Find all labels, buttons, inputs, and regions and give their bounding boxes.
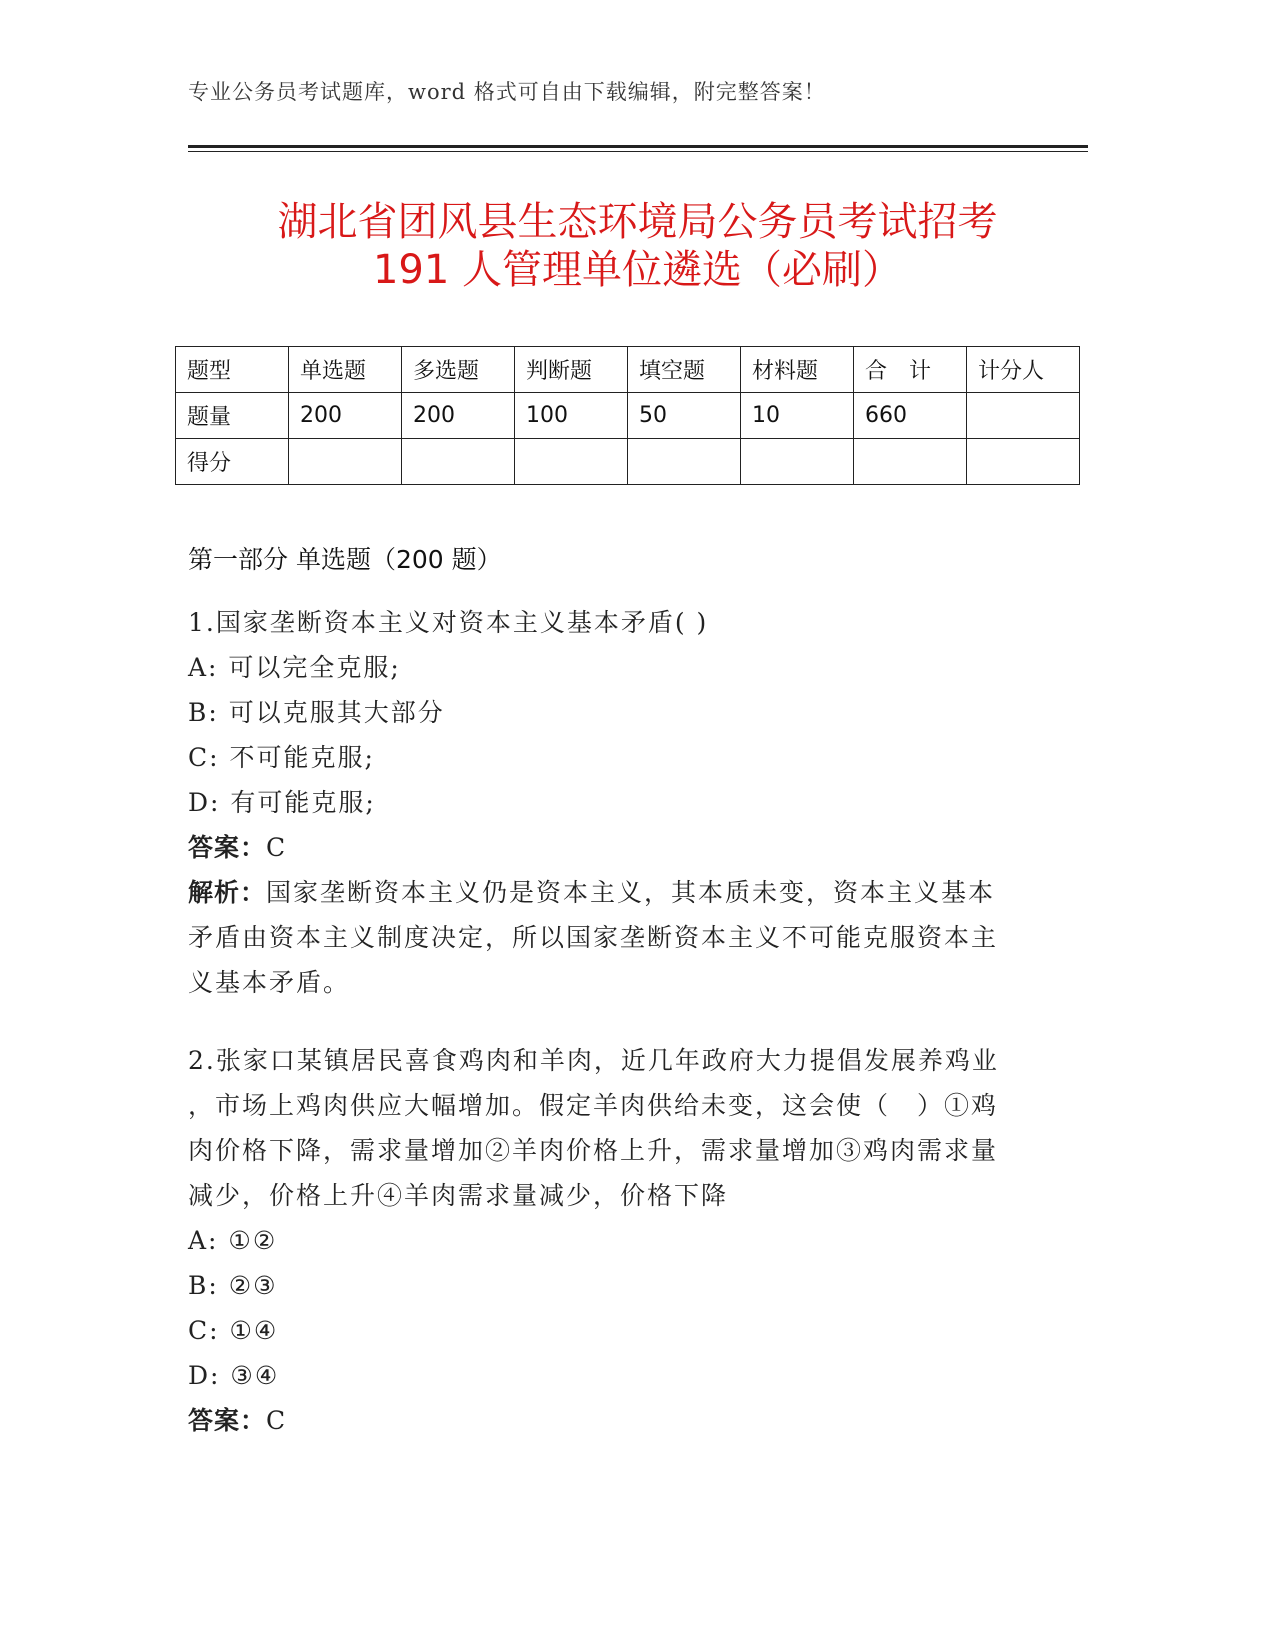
score-table-cell: 多选题 [402,347,515,393]
answer-value: C [266,1406,288,1435]
score-table-cell [741,439,854,485]
option-c: C: 不可能克服; [188,743,375,772]
analysis-text: 国家垄断资本主义仍是资本主义，其本质未变，资本主义基本 [266,878,996,907]
score-table-cell: 填空题 [628,347,741,393]
question-2 [188,1038,1068,1443]
score-table-cell: 合 计 [854,347,967,393]
score-table-cell: 10 [741,393,854,439]
section-title: 第一部分 单选题（200 题） [188,545,502,574]
option-d: D: 有可能克服; [188,788,376,817]
score-table-cell: 材料题 [741,347,854,393]
score-table-cell: 200 [289,393,402,439]
option-d: D: ③④ [188,1361,280,1390]
score-table-cell: 单选题 [289,347,402,393]
analysis-line: 矛盾由资本主义制度决定，所以国家垄断资本主义不可能克服资本主 [188,923,999,952]
header-note: 专业公务员考试题库，word 格式可自由下载编辑，附完整答案！ [188,80,826,104]
score-table-cell: 200 [402,393,515,439]
question-stem-line: 2.张家口某镇居民喜食鸡肉和羊肉，近几年政府大力提倡发展养鸡业 [188,1046,999,1075]
score-table-cell: 100 [515,393,628,439]
option-c: C: ①④ [188,1316,279,1345]
score-table-cell [967,439,1080,485]
score-table-cell [402,439,515,485]
score-table-cell: 660 [854,393,967,439]
question-stem-line: 减少，价格上升④羊肉需求量减少，价格下降 [188,1181,729,1210]
score-table-cell [515,439,628,485]
question-1 [188,600,1068,1005]
question-stem-line: ，市场上鸡肉供应大幅增加。假定羊肉供给未变，这会使（ ）①鸡 [188,1091,999,1120]
question-stem-line: 肉价格下降，需求量增加②羊肉价格上升，需求量增加③鸡肉需求量 [188,1136,999,1165]
score-table-cell [628,439,741,485]
analysis-label: 解析： [188,878,267,907]
score-table-cell [289,439,402,485]
option-b: B: 可以克服其大部分 [188,698,445,727]
header-rule-thick [188,145,1088,148]
answer-line [188,825,1068,870]
score-table-row [176,347,1080,393]
option-b: B: ②③ [188,1271,278,1300]
score-table-cell: 题型 [176,347,289,393]
score-table-cell: 计分人 [967,347,1080,393]
option-a: A: 可以完全克服; [188,653,401,682]
question-stem: 1.国家垄断资本主义对资本主义基本矛盾( ) [188,608,709,637]
document-title-line-1: 湖北省团风县生态环境局公务员考试招考 [277,199,998,245]
document-title-line-2: 191 人管理单位遴选（必刷） [372,247,903,293]
option-a: A: ①② [188,1226,278,1255]
answer-line [188,1398,1068,1443]
header-rule-thin [188,151,1088,152]
analysis [188,870,1068,1005]
score-table [175,346,1080,485]
answer-label: 答案： [188,833,267,862]
score-table-cell: 题量 [176,393,289,439]
score-table-cell: 50 [628,393,741,439]
score-table-cell: 判断题 [515,347,628,393]
analysis-line [188,870,1068,915]
analysis-line: 义基本矛盾。 [188,968,351,997]
score-table-row [176,439,1080,485]
answer-label: 答案： [188,1406,267,1435]
score-table-cell [967,393,1080,439]
answer-value: C [266,833,288,862]
score-table-cell [854,439,967,485]
document-title [130,198,1145,294]
score-table-row [176,393,1080,439]
score-table-cell: 得分 [176,439,289,485]
